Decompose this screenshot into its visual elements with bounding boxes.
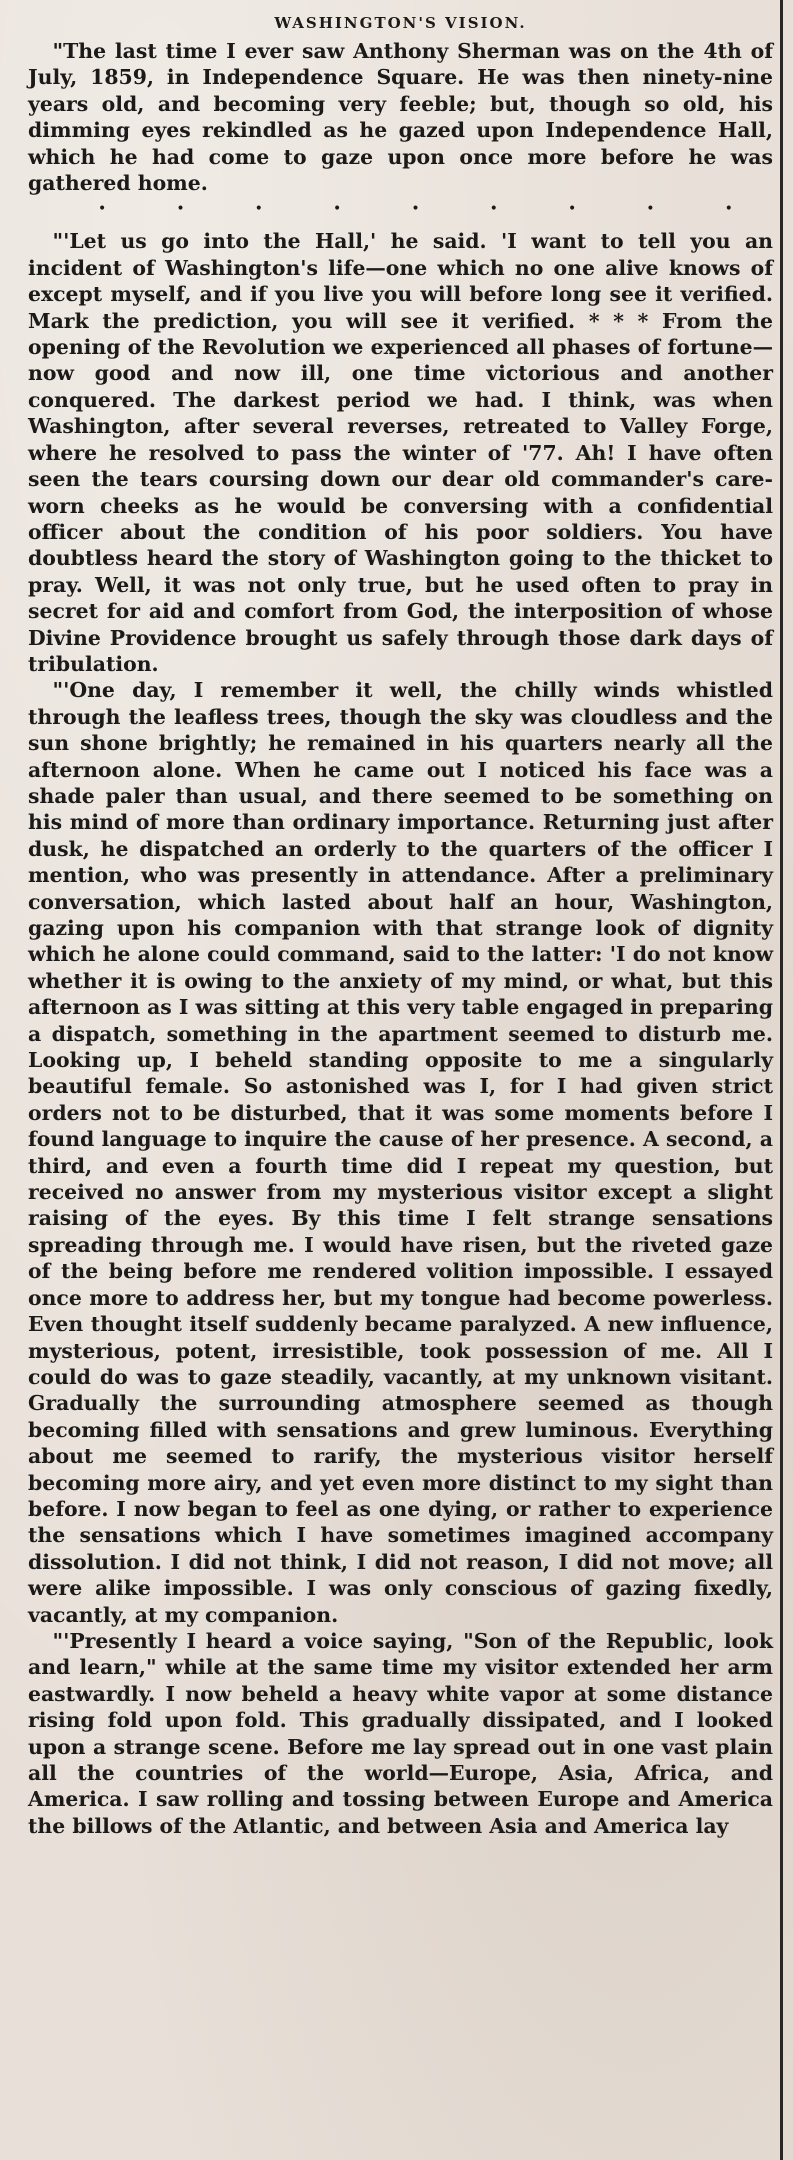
paragraph-3: "'One day, I remember it well, the chilly winds whistled through the leafless trees, though the sky was cloudless and the sun shone brightly; he remained in his quarters nearly all the afternoon alone. When he came out I noticed his face was a shade paler than usual, and there seemed to be something on his mind of more than ordinary importance. Returning just after dusk, he dispatched an orderly to the quarters of the officer I mention, who was presently in attendance. After a preliminary conversation, which lasted about half an hour, Washington, gazing upon his companion with that strange look of dignity which he alone could command, said to the latter: 'I do not know whether it is owing to the anxiety of my mind, or what, but this afternoon as I was sitting at this very table engaged in preparing a dispatch, something in the apartment seemed to disturb me. Looking up, I beheld standing opposite to me a singularly beautiful female. So astonished was I, for I had given strict orders not to be disturbed, that it was some moments before I found language to inquire the cause of her presence. A second, a third, and even a fourth time did I repeat my question, but received no answer from my mysterious visitor except a slight raising of the eyes. By this time I felt strange sensations spreading through me. I would have risen, but the riveted gaze of the being before me rendered volition impossible. I essayed once more to address her, but my tongue had become powerless. Even thought itself suddenly became paralyzed. A new influence, mysterious, potent, irresistible, took possession of me. All I could do was to gaze steadily, vacantly, at my unknown visitant. Gradually the surrounding atmosphere seemed as though becoming filled with sensations and grew luminous. Everything about me seemed to rarify, the mysterious visitor herself becoming more airy, and yet even more distinct to my sight than before. I now began to feel as one dying, or rather to experience the sensations which I have sometimes imagined accompany dissolution. I did not think, I did not reason, I did not move; all were alike impossible. I was only conscious of gazing fixedly, vacantly, at my companion. — [28, 678, 773, 1627]
separator-dot: • — [98, 201, 107, 218]
separator-dot: • — [567, 201, 577, 218]
headline: WASHINGTON'S VISION. — [274, 14, 527, 32]
separator-dot: • — [254, 201, 263, 218]
separator-dot: • — [724, 201, 733, 218]
separator-dot: • — [332, 201, 342, 218]
separator-dot: • — [646, 201, 655, 218]
section-separator — [28, 196, 773, 222]
separator-dot: • — [411, 201, 420, 218]
separator-dot: • — [176, 201, 185, 218]
paragraph-2: "'Let us go into the Hall,' he said. 'I want to tell you an incident of Washington's life—one which no one alive knows of except myself, and if you live you will before long see it verified. Mark the prediction, you will see it verified. * * * From the opening of the Revolution we experienced all phases of fortune—now good and now ill, one time victorious and another conquered. The darkest period we had. I think, was when Washington, after several reverses, retreated to Valley Forge, where he resolved to pass the winter of '77. Ah! I have often seen the tears coursing down our dear old commander's care-worn cheeks as he would be conversing with a confidential officer about the condition of his poor soldiers. You have doubtless heard the story of Washington going to the thicket to pray. Well, it was not only true, but he used often to pray in secret for aid and comfort from God, the interposition of whose Divine Providence brought us safely through those dark days of tribulation. — [28, 229, 773, 676]
paragraph-1: "The last time I ever saw Anthony Sherman was on the 4th of July, 1859, in Independence Square. He was then ninety-nine years old, and becoming very feeble; but, though so old, his dimming eyes rekindled as he gazed upon Independence Hall, which he had come to gaze upon once more before he was gathered home. — [28, 39, 773, 196]
separator-dot: • — [489, 201, 498, 218]
column-rule — [780, 0, 783, 2160]
paragraph-4: "'Presently I heard a voice saying, "Son of the Republic, look and learn," while at the same time my visitor extended her arm eastwardly. I now beheld a heavy white vapor at some distance rising fold upon fold. This gradually dissipated, and I looked upon a strange scene. Before me lay spread out in one vast plain all the countries of the world—Europe, Asia, Africa, and America. I saw rolling and tossing between Europe and America the billows of the Atlantic, and between Asia and America lay — [28, 1628, 773, 1838]
